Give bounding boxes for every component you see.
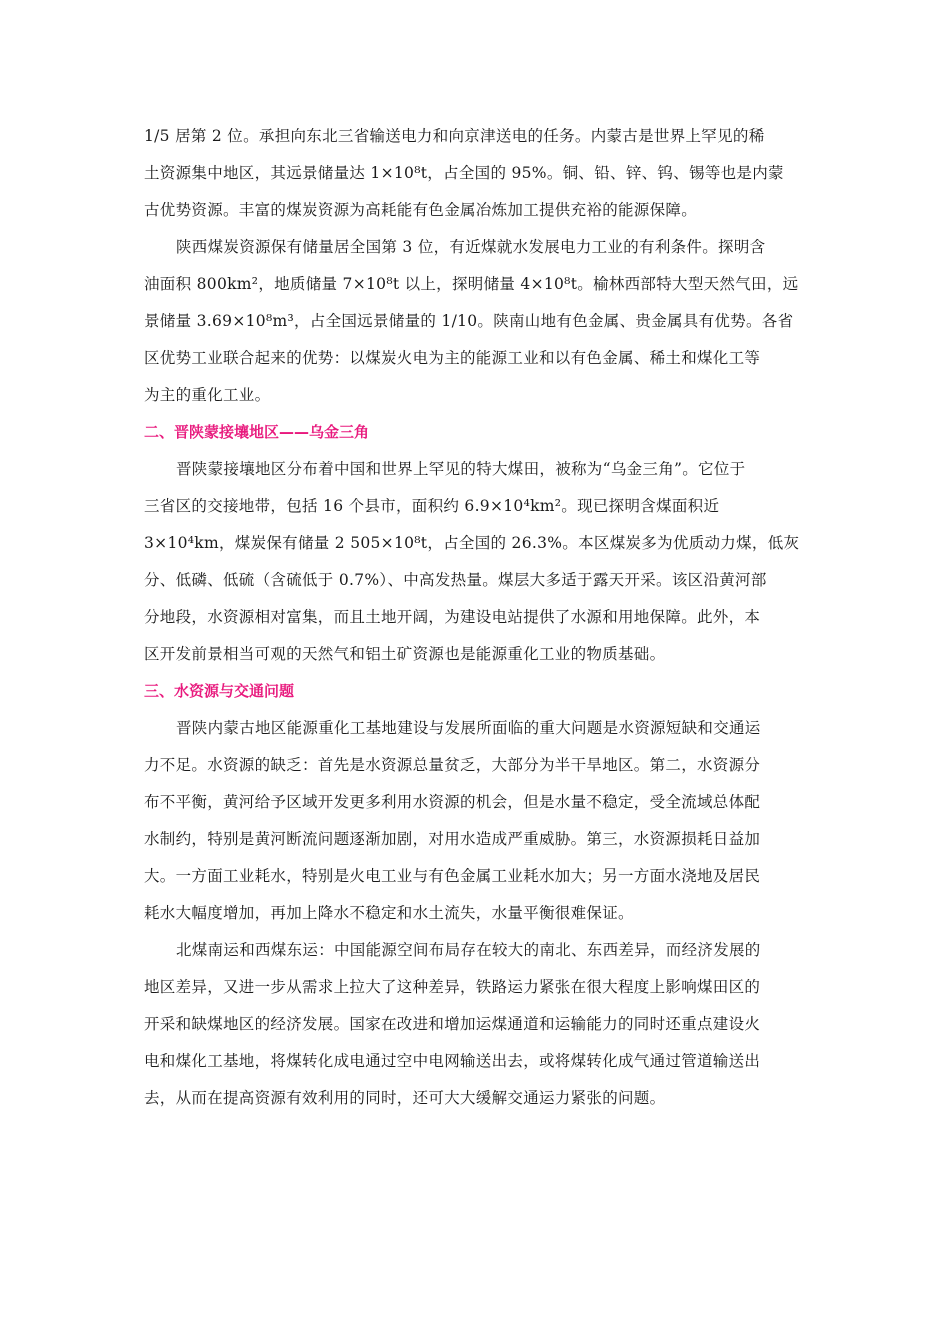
text-line: 电和煤化工基地，将煤转化成电通过空中电网输送出去，或将煤转化成气通过管道输送出 xyxy=(144,1052,761,1070)
text-line: 古优势资源。丰富的煤炭资源为高耗能有色金属冶炼加工提供充裕的能源保障。 xyxy=(144,201,698,219)
text-line: 1/5 居第 2 位。承担向东北三省输送电力和向京津送电的任务。内蒙古是世界上罕见的稀 xyxy=(144,127,765,145)
text-line: 区开发前景相当可观的天然气和铝土矿资源也是能源重化工业的物质基础。 xyxy=(144,645,666,663)
text-line: 晋陕内蒙古地区能源重化工基地建设与发展所面临的重大问题是水资源短缺和交通运 xyxy=(176,719,761,737)
text-line: 晋陕蒙接壤地区分布着中国和世界上罕见的特大煤田，被称为“乌金三角”。它位于 xyxy=(176,460,746,478)
text-line: 为主的重化工业。 xyxy=(144,386,271,404)
paragraph-wujin-triangle xyxy=(144,451,810,673)
text-line: 布不平衡，黄河给予区域开发更多利用水资源的机会，但是水量不稳定，受全流域总体配 xyxy=(144,793,761,811)
text-line: 土资源集中地区，其远景储量达 1×10⁸t，占全国的 95%。铜、铅、锌、钨、锡等也是内蒙 xyxy=(144,164,784,182)
text-line: 地区差异，又进一步从需求上拉大了这种差异，铁路运力紧张在很大程度上影响煤田区的 xyxy=(144,978,761,996)
text-line: 大。一方面工业耗水，特别是火电工业与有色金属工业耗水加大；另一方面水浇地及居民 xyxy=(144,867,761,885)
text-line: 三省区的交接地带，包括 16 个县市，面积约 6.9×10⁴km²。现已探明含煤面积近 xyxy=(144,497,720,515)
text-line: 3×10⁴km，煤炭保有储量 2 505×10⁸t，占全国的 26.3%。本区煤炭多为优质动力煤，低灰 xyxy=(144,534,800,552)
text-line: 景储量 3.69×10⁸m³，占全国远景储量的 1/10。陕南山地有色金属、贵金属具有优势。各省 xyxy=(144,312,794,330)
text-line: 区优势工业联合起来的优势：以煤炭火电为主的能源工业和以有色金属、稀土和煤化工等 xyxy=(144,349,761,367)
paragraph-inner-mongolia-resources xyxy=(144,118,810,229)
section-heading-wujin-triangle: 二、晋陕蒙接壤地区——乌金三角 xyxy=(144,423,370,441)
text-line: 油面积 800km²，地质储量 7×10⁸t 以上，探明储量 4×10⁸t。榆林西部特大型天然气田，远 xyxy=(144,275,799,293)
paragraph-coal-transport xyxy=(144,932,810,1117)
text-line: 分、低磷、低硫（含硫低于 0.7%）、中高发热量。煤层大多适于露天开采。该区沿黄河部 xyxy=(144,571,767,589)
text-line: 分地段，水资源相对富集，而且土地开阔，为建设电站提供了水源和用地保障。此外，本 xyxy=(144,608,761,626)
text-line: 力不足。水资源的缺乏：首先是水资源总量贫乏，大部分为半干旱地区。第二，水资源分 xyxy=(144,756,761,774)
text-line: 北煤南运和西煤东运：中国能源空间布局存在较大的南北、东西差异，而经济发展的 xyxy=(176,941,761,959)
section-heading-water-transport: 三、水资源与交通问题 xyxy=(144,682,295,700)
text-line: 开采和缺煤地区的经济发展。国家在改进和增加运煤通道和运输能力的同时还重点建设火 xyxy=(144,1015,761,1033)
text-line: 耗水大幅度增加，再加上降水不稳定和水土流失，水量平衡很难保证。 xyxy=(144,904,634,922)
paragraph-water-resources xyxy=(144,710,810,932)
paragraph-shaanxi-resources xyxy=(144,229,810,414)
document-page xyxy=(144,118,810,1117)
text-line: 去，从而在提高资源有效利用的同时，还可大大缓解交通运力紧张的问题。 xyxy=(144,1089,666,1107)
text-line: 陕西煤炭资源保有储量居全国第 3 位，有近煤就水发展电力工业的有利条件。探明含 xyxy=(176,238,766,256)
text-line: 水制约，特别是黄河断流问题逐渐加剧，对用水造成严重威胁。第三，水资源损耗日益加 xyxy=(144,830,761,848)
